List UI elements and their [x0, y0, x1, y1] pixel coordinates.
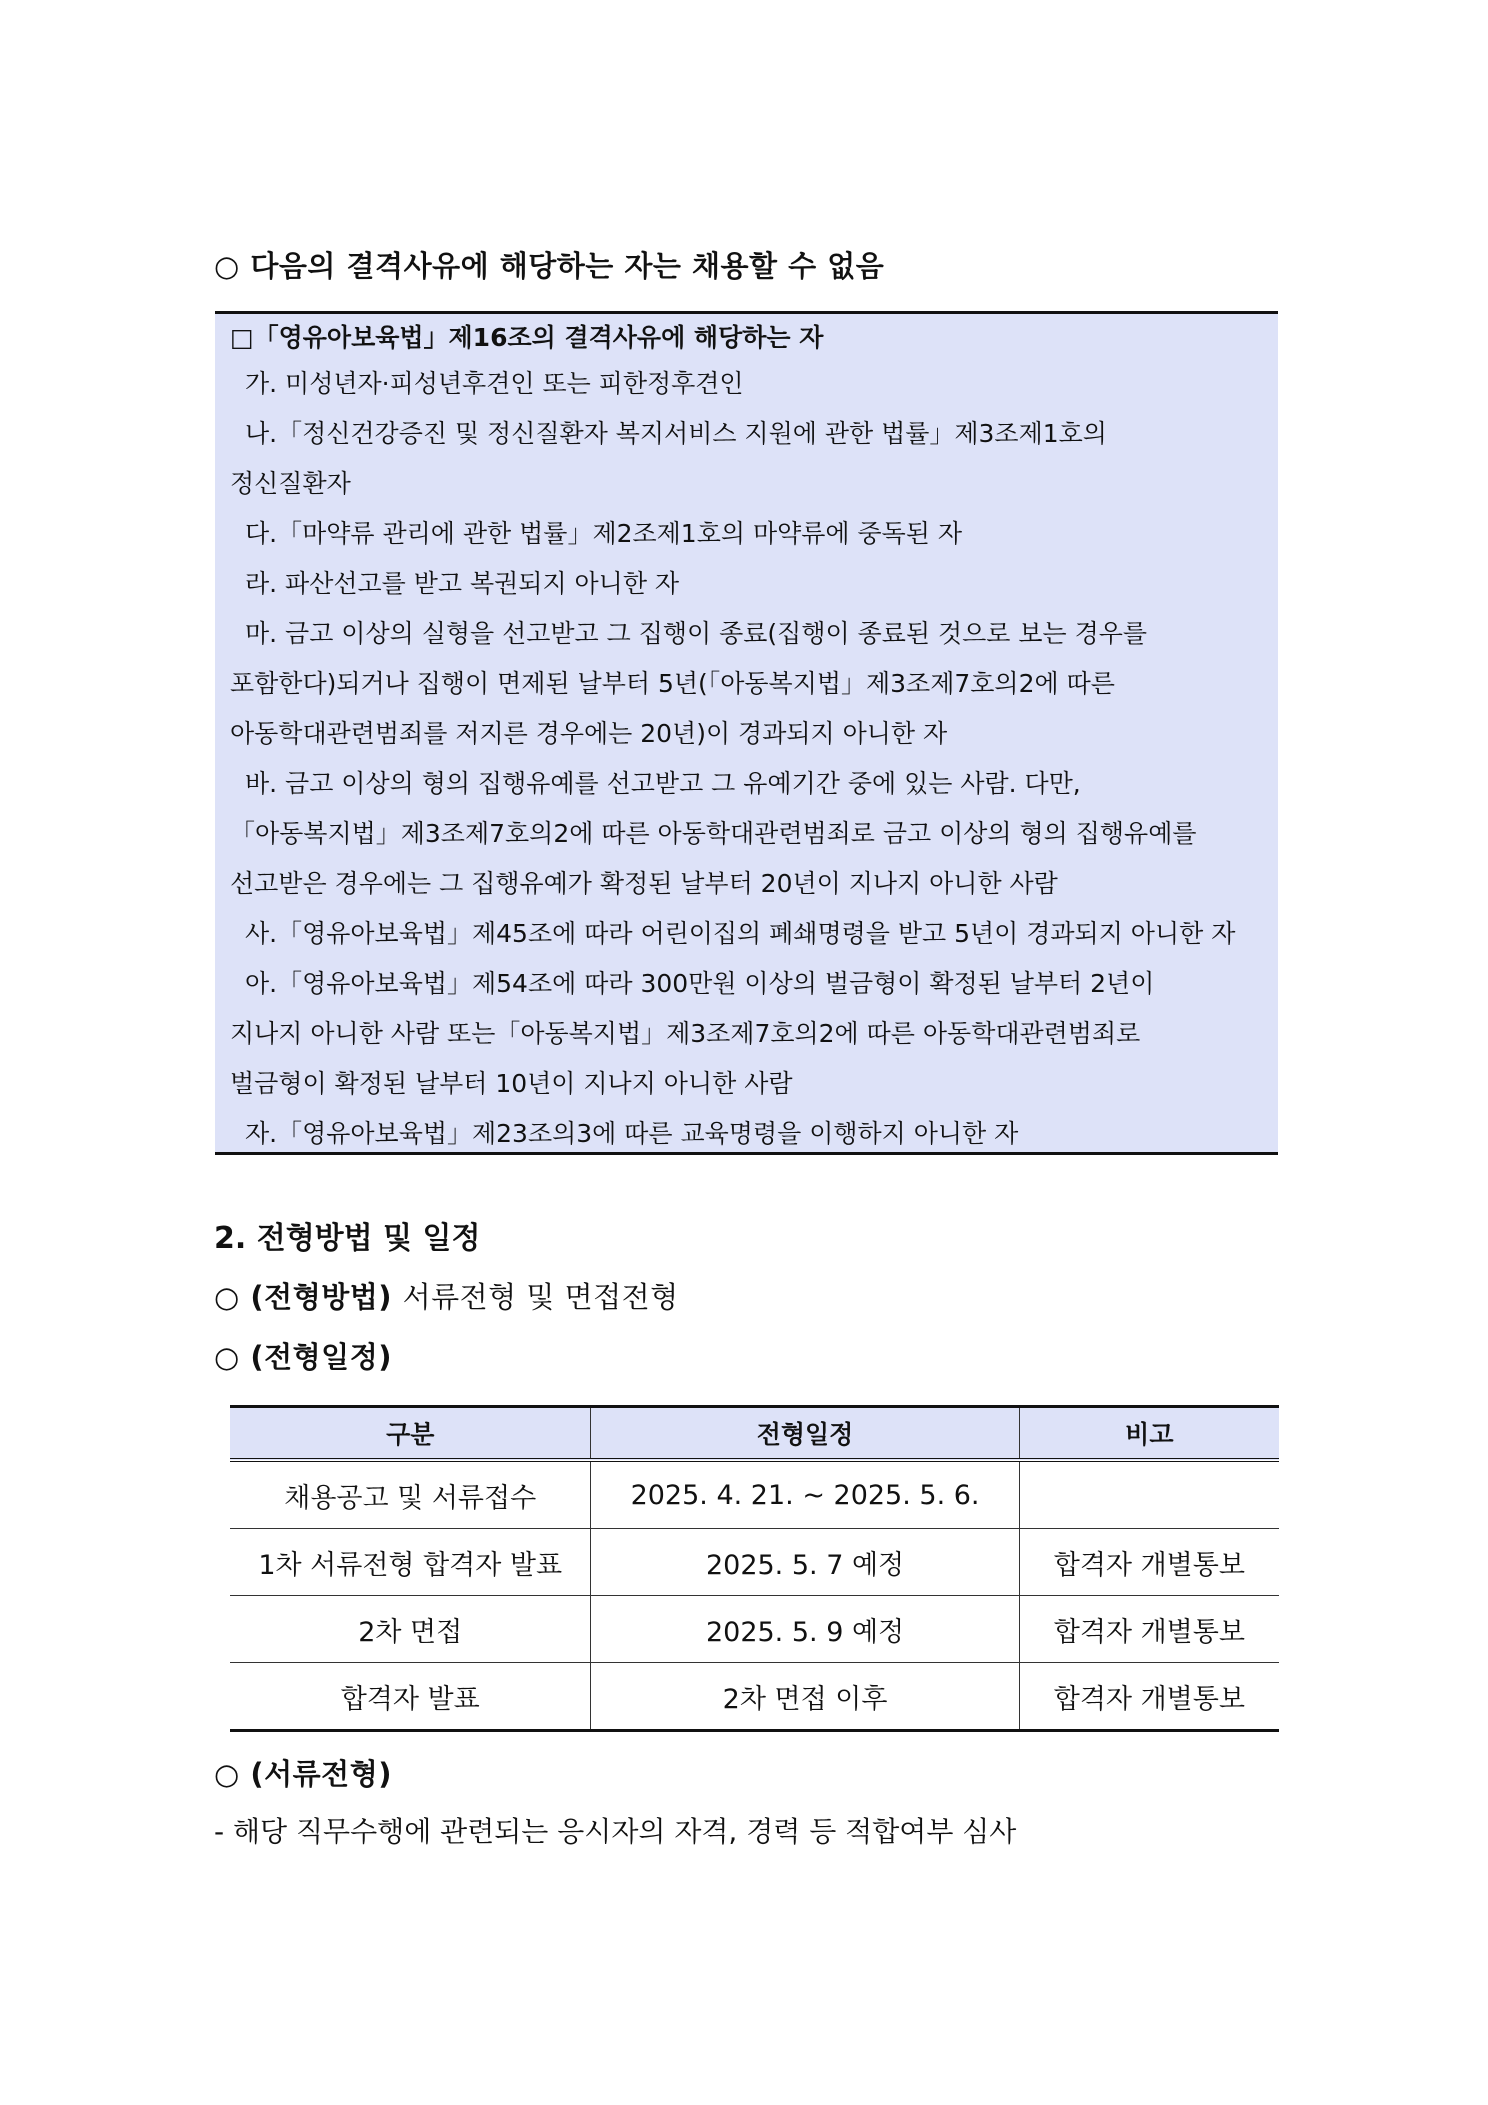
- method-label: (전형방법): [250, 1280, 392, 1314]
- column-header: 비고: [1019, 1407, 1279, 1461]
- document-review-text: - 해당 직무수행에 관련되는 응시자의 자격, 경력 등 적합여부 심사: [214, 1815, 1017, 1848]
- table-cell: 2차 면접 이후: [591, 1663, 1019, 1731]
- table-cell: 합격자 개별통보: [1019, 1596, 1279, 1663]
- disqualification-item: 라. 파산선고를 받고 복권되지 아니한 자: [245, 569, 680, 598]
- column-header: 전형일정: [591, 1407, 1019, 1461]
- column-header: 구분: [230, 1407, 591, 1461]
- disqualification-item: 아동학대관련범죄를 저지른 경우에는 20년)이 경과되지 아니한 자: [230, 719, 948, 748]
- table-row: [230, 1663, 1279, 1731]
- table-cell: 2차 면접: [230, 1596, 591, 1663]
- method-text: 서류전형 및 면접전형: [402, 1280, 679, 1314]
- document-review-heading: ○ (서류전형): [214, 1757, 392, 1791]
- schedule-heading: ○ (전형일정): [214, 1340, 392, 1374]
- table-cell: [1019, 1460, 1279, 1529]
- table-row: [230, 1596, 1279, 1663]
- table-cell: 합격자 개별통보: [1019, 1663, 1279, 1731]
- disqualification-item: 바. 금고 이상의 형의 집행유예를 선고받고 그 유예기간 중에 있는 사람. 다만,: [245, 769, 1081, 798]
- disqualification-item: 「아동복지법」제3조제7호의2에 따른 아동학대관련범죄로 금고 이상의 형의 집행유예를: [230, 819, 1197, 848]
- bullet-circle: ○: [214, 1280, 240, 1314]
- disqualification-item: 아.「영유아보육법」제54조에 따라 300만원 이상의 벌금형이 확정된 날부터 2년이: [245, 969, 1155, 998]
- table-cell: 채용공고 및 서류접수: [230, 1460, 591, 1529]
- table-cell: 1차 서류전형 합격자 발표: [230, 1529, 591, 1596]
- disqualification-item: 포함한다)되거나 집행이 면제된 날부터 5년(「아동복지법」제3조제7호의2에 따른: [230, 669, 1115, 698]
- table-cell: 2025. 5. 7 예정: [591, 1529, 1019, 1596]
- disqualification-item: 벌금형이 확정된 날부터 10년이 지나지 아니한 사람: [230, 1069, 793, 1098]
- disqualification-box-title: □「영유아보육법」제16조의 결격사유에 해당하는 자: [230, 323, 824, 352]
- table-cell: 합격자 발표: [230, 1663, 591, 1731]
- table-cell: 2025. 4. 21. ~ 2025. 5. 6.: [591, 1460, 1019, 1529]
- schedule-table: [230, 1405, 1279, 1732]
- disqualification-heading: ○ 다음의 결격사유에 해당하는 자는 채용할 수 없음: [214, 249, 885, 283]
- disqualification-item: 지나지 아니한 사람 또는「아동복지법」제3조제7호의2에 따른 아동학대관련범죄로: [230, 1019, 1141, 1048]
- table-row: [230, 1460, 1279, 1529]
- disqualification-item: 자.「영유아보육법」제23조의3에 따른 교육명령을 이행하지 아니한 자: [245, 1119, 1019, 1148]
- method-line: [214, 1275, 679, 1316]
- disqualification-item: 사.「영유아보육법」제45조에 따라 어린이집의 폐쇄명령을 받고 5년이 경과되지 아니한 자: [245, 919, 1236, 948]
- disqualification-item: 가. 미성년자·피성년후견인 또는 피한정후견인: [245, 369, 744, 398]
- table-cell: 합격자 개별통보: [1019, 1529, 1279, 1596]
- disqualification-item: 나.「정신건강증진 및 정신질환자 복지서비스 지원에 관한 법률」제3조제1호의: [245, 419, 1107, 448]
- section-title: 2. 전형방법 및 일정: [214, 1221, 481, 1256]
- table-header-row: [230, 1407, 1279, 1461]
- disqualification-item: 마. 금고 이상의 실형을 선고받고 그 집행이 종료(집행이 종료된 것으로 보는 경우를: [245, 619, 1148, 648]
- table-cell: 2025. 5. 9 예정: [591, 1596, 1019, 1663]
- table-row: [230, 1529, 1279, 1596]
- disqualification-item: 정신질환자: [230, 469, 351, 498]
- disqualification-item: 선고받은 경우에는 그 집행유예가 확정된 날부터 20년이 지나지 아니한 사람: [230, 869, 1058, 898]
- disqualification-item: 다.「마약류 관리에 관한 법률」제2조제1호의 마약류에 중독된 자: [245, 519, 963, 548]
